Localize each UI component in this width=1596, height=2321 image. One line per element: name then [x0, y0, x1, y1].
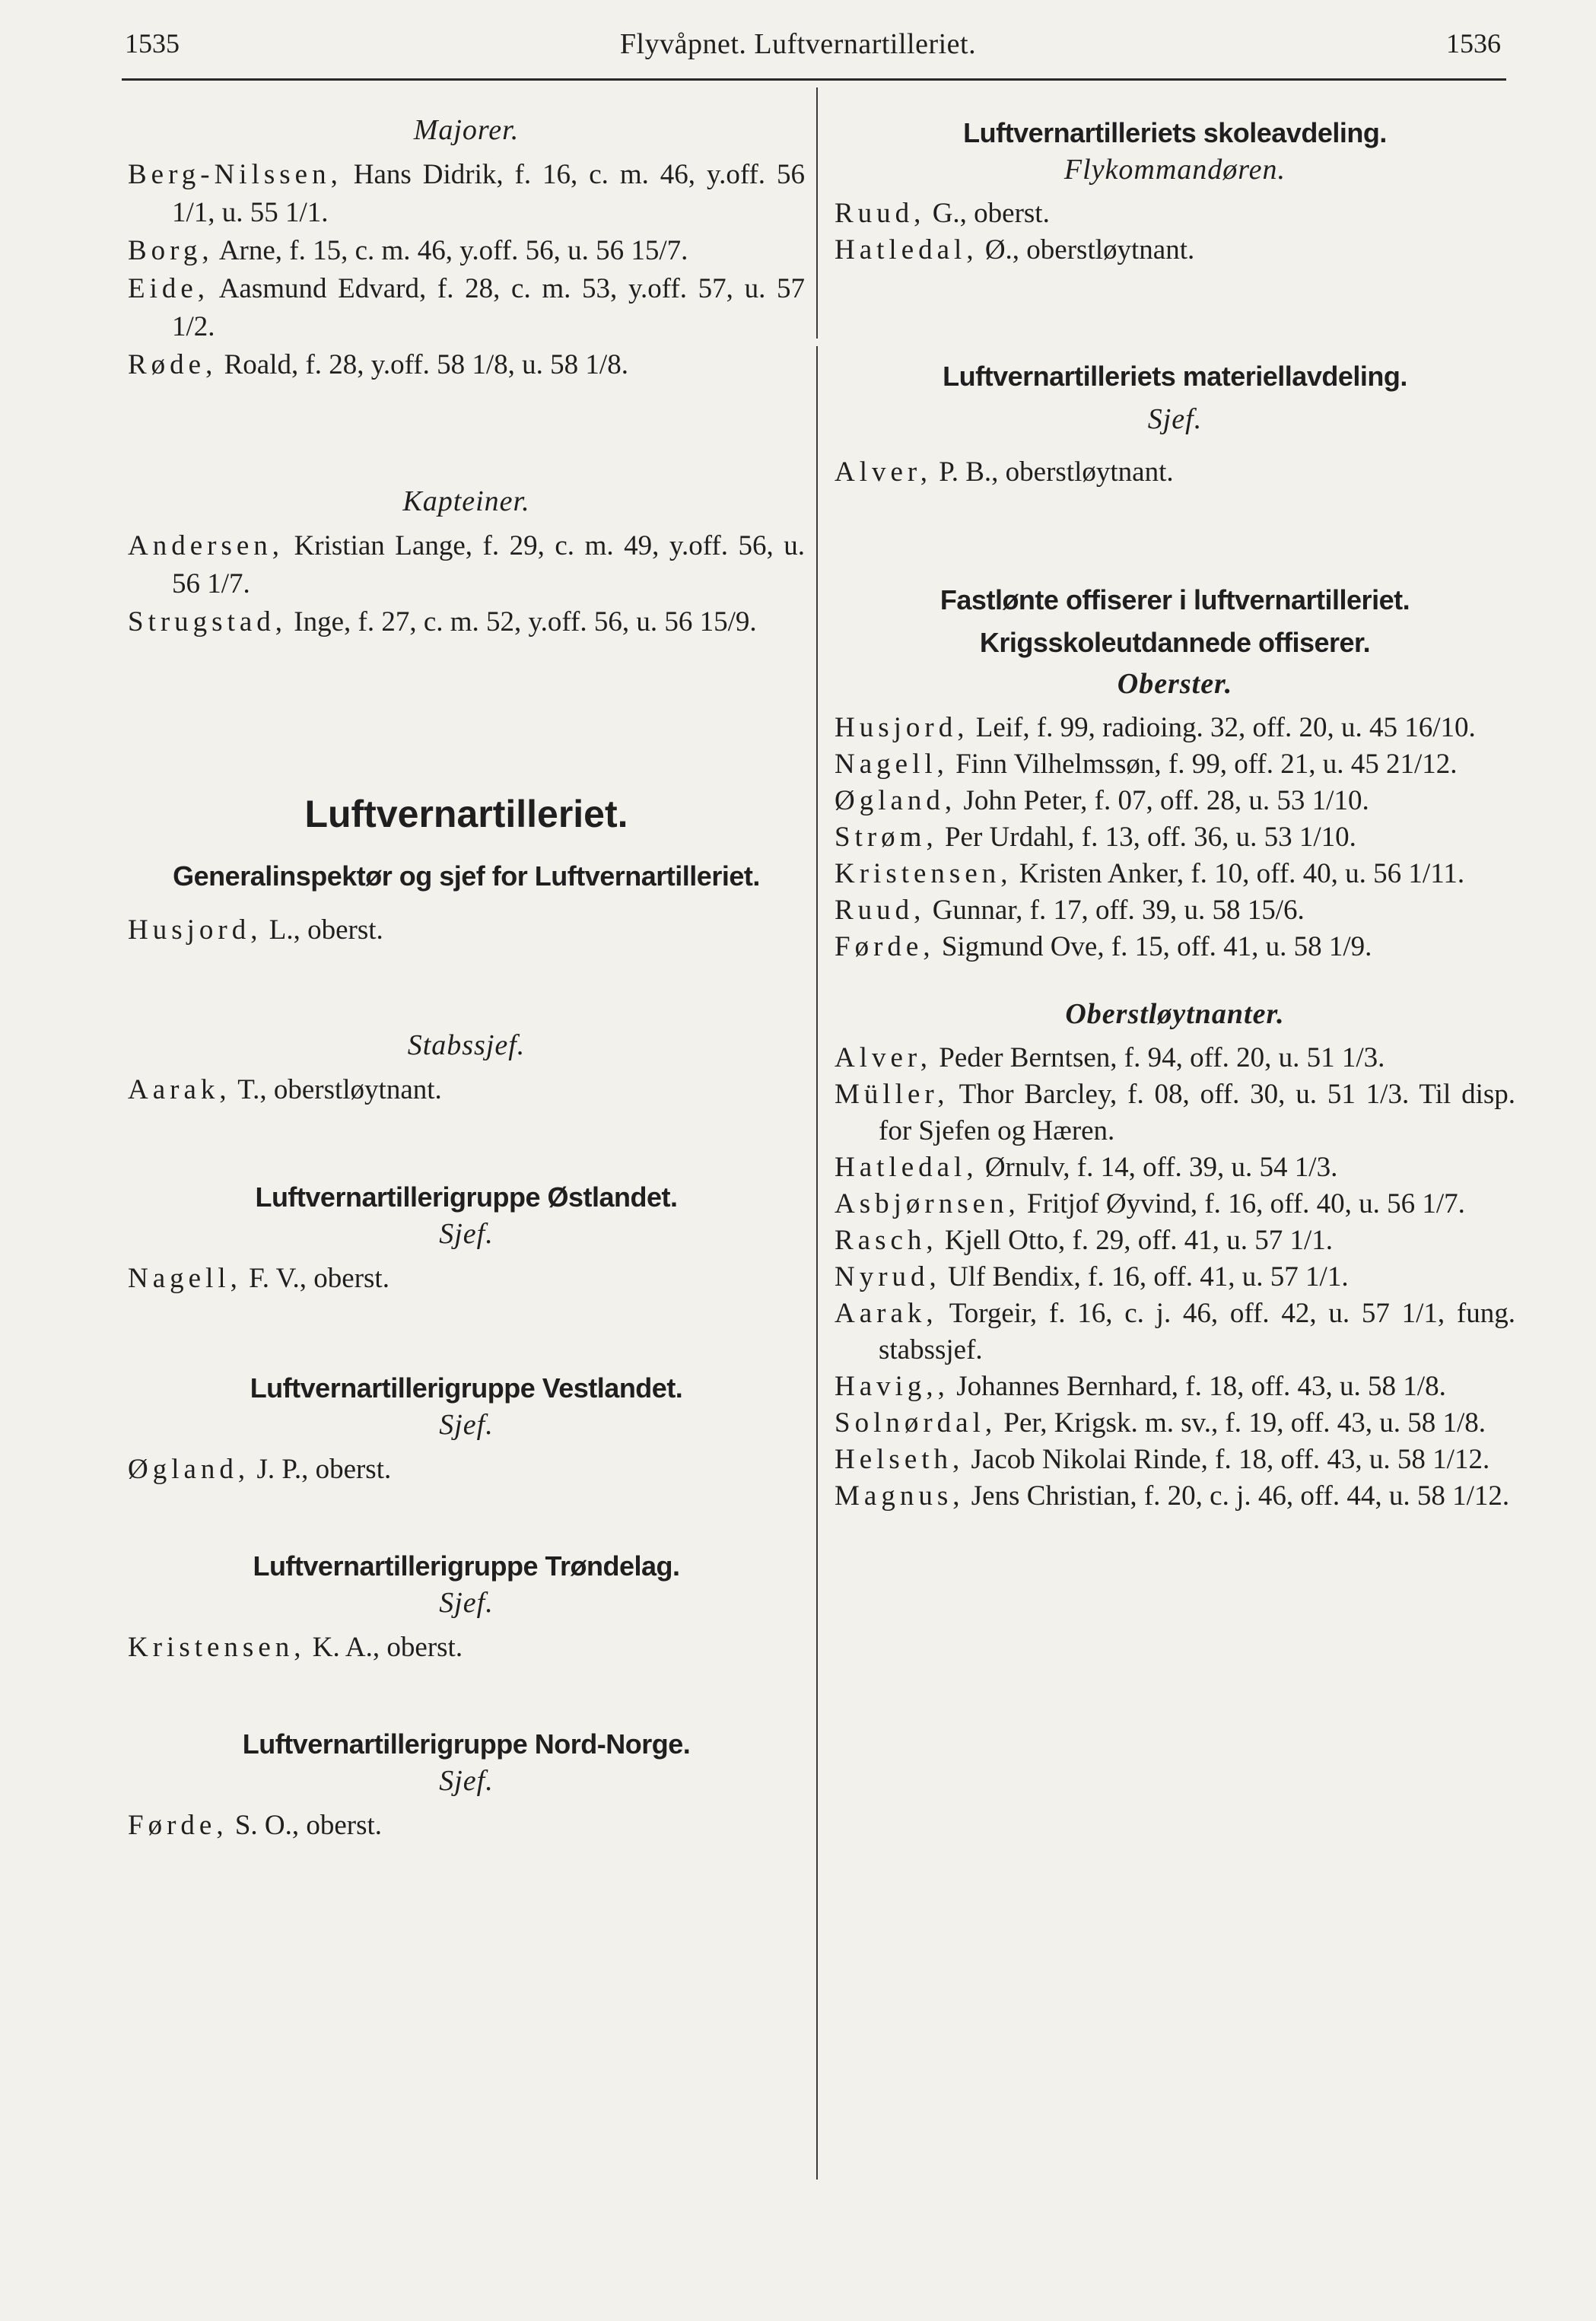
list-item: Hatledal, Ørnulv, f. 14, off. 39, u. 54 1/3.: [835, 1152, 1338, 1183]
list-item: Ruud, G., oberst.: [835, 198, 1050, 229]
list-item: Hatledal, Ø., oberstløytnant.: [835, 234, 1195, 265]
group-title-nord-norge: Luftvernartillerigruppe Nord-Norge.: [242, 1728, 691, 1760]
page-number-right: 1536: [1446, 28, 1501, 59]
list-item: Øgland, J. P., oberst.: [128, 1454, 392, 1485]
list-item: Nagell, F. V., oberst.: [128, 1263, 389, 1294]
list-item: Strugstad, Inge, f. 27, c. m. 52, y.off. 56, u. 56 15/9.: [128, 606, 757, 637]
majorer-list: [128, 156, 805, 384]
list-item: Kristensen, K. A., oberst.: [128, 1632, 463, 1663]
kapteiner-list: [128, 527, 805, 641]
header-rule: [122, 78, 1506, 81]
section-heading-oberstloytnanter: Oberstløytnanter.: [1065, 998, 1285, 1030]
list-item: Nyrud, Ulf Bendix, f. 16, off. 41, u. 57 1/1.: [835, 1261, 1349, 1292]
materiellavdeling-sub-heading: Sjef.: [1147, 403, 1203, 435]
fastlonte-title: Fastlønte offiserer i luftvernartilleriet.: [939, 584, 1410, 615]
section-heading-oberster: Oberster.: [1117, 668, 1233, 700]
right-column: [835, 103, 1515, 1515]
list-item: Nagell, Finn Vilhelmssøn, f. 99, off. 21, u. 45 21/12.: [835, 749, 1458, 780]
skoleavdeling-title: Luftvernartilleriets skoleavdeling.: [963, 117, 1387, 148]
list-item: Husjord, L., oberst.: [128, 914, 383, 946]
oberstloytnanter-list: [835, 1040, 1515, 1515]
list-item: Husjord, Leif, f. 99, radioing. 32, off. 20, u. 45 16/10.: [835, 712, 1476, 743]
list-item: Berg-Nilssen, Hans Didrik, f. 16, c. m. 46, y.off. 56 1/1, u. 55 1/1.: [128, 159, 805, 228]
list-item: Strøm, Per Urdahl, f. 13, off. 36, u. 53 1/10.: [835, 822, 1356, 853]
list-item: Førde, Sigmund Ove, f. 15, off. 41, u. 58 1/9.: [835, 931, 1372, 962]
group-sub-heading: Sjef.: [439, 1587, 494, 1619]
main-title: Luftvernartilleriet.: [304, 793, 628, 835]
list-item: Borg, Arne, f. 15, c. m. 46, y.off. 56, u. 56 15/7.: [128, 235, 688, 266]
section-heading-kapteiner: Kapteiner.: [402, 485, 530, 517]
materiellavdeling-title: Luftvernartilleriets materiellavdeling.: [943, 361, 1407, 392]
list-item: Asbjørnsen, Fritjof Øyvind, f. 16, off. 40, u. 56 1/7.: [835, 1188, 1465, 1219]
list-item: Øgland, John Peter, f. 07, off. 28, u. 53 1/10.: [835, 785, 1369, 816]
left-column: [128, 103, 805, 1845]
list-item: Helseth, Jacob Nikolai Rinde, f. 18, off. 43, u. 58 1/12.: [835, 1444, 1490, 1475]
page-number-left: 1535: [125, 28, 180, 59]
group-title-vestlandet: Luftvernartillerigruppe Vestlandet.: [250, 1372, 683, 1404]
group-sub-heading: Sjef.: [439, 1218, 494, 1250]
list-item: Müller, Thor Barcley, f. 08, off. 30, u. 51 1/3. Til disp. for Sjefen og Hæren.: [835, 1079, 1515, 1146]
skoleavdeling-sub-heading: Flykommandøren.: [1063, 154, 1286, 186]
section-heading-majorer: Majorer.: [413, 114, 520, 146]
group-sub-heading: Sjef.: [439, 1409, 494, 1441]
section-heading-stabssjef: Stabssjef.: [407, 1029, 526, 1061]
list-item: Ruud, Gunnar, f. 17, off. 39, u. 58 15/6.: [835, 895, 1305, 926]
list-item: Rasch, Kjell Otto, f. 29, off. 41, u. 57 1/1.: [835, 1225, 1334, 1256]
group-sub-heading: Sjef.: [439, 1765, 494, 1797]
page-header: [0, 0, 1596, 84]
general-title: Generalinspektør og sjef for Luftvernartilleriet.: [173, 860, 760, 892]
list-item: Røde, Roald, f. 28, y.off. 58 1/8, u. 58 1/8.: [128, 349, 628, 380]
group-title-ostlandet: Luftvernartillerigruppe Østlandet.: [255, 1181, 678, 1213]
group-title-trondelag: Luftvernartillerigruppe Trøndelag.: [253, 1550, 680, 1582]
list-item: Alver, Peder Berntsen, f. 94, off. 20, u. 51 1/3.: [835, 1042, 1385, 1073]
krigsskole-title: Krigsskoleutdannede offiserer.: [979, 627, 1371, 658]
list-item: Alver, P. B., oberstløytnant.: [835, 456, 1174, 488]
list-item: Andersen, Kristian Lange, f. 29, c. m. 49, y.off. 56, u. 56 1/7.: [128, 530, 806, 599]
list-item: Havig,, Johannes Bernhard, f. 18, off. 43, u. 58 1/8.: [835, 1371, 1446, 1402]
list-item: Solnørdal, Per, Krigsk. m. sv., f. 19, off. 43, u. 58 1/8.: [835, 1407, 1486, 1439]
list-item: Kristensen, Kristen Anker, f. 10, off. 40, u. 56 1/11.: [835, 858, 1465, 889]
list-item: Aarak, Torgeir, f. 16, c. j. 46, off. 42, u. 57 1/1, fung. stabssjef.: [835, 1298, 1515, 1366]
oberster-list: [835, 710, 1515, 965]
column-divider: [816, 346, 818, 2180]
column-divider: [816, 87, 818, 339]
list-item: Magnus, Jens Christian, f. 20, c. j. 46, off. 44, u. 58 1/12.: [835, 1480, 1510, 1512]
list-item: Førde, S. O., oberst.: [128, 1810, 383, 1841]
running-title: Flyvåpnet. Luftvernartilleriet.: [619, 28, 977, 60]
list-item: Aarak, T., oberstløytnant.: [128, 1074, 442, 1105]
list-item: Eide, Aasmund Edvard, f. 28, c. m. 53, y.off. 57, u. 57 1/2.: [128, 273, 805, 342]
